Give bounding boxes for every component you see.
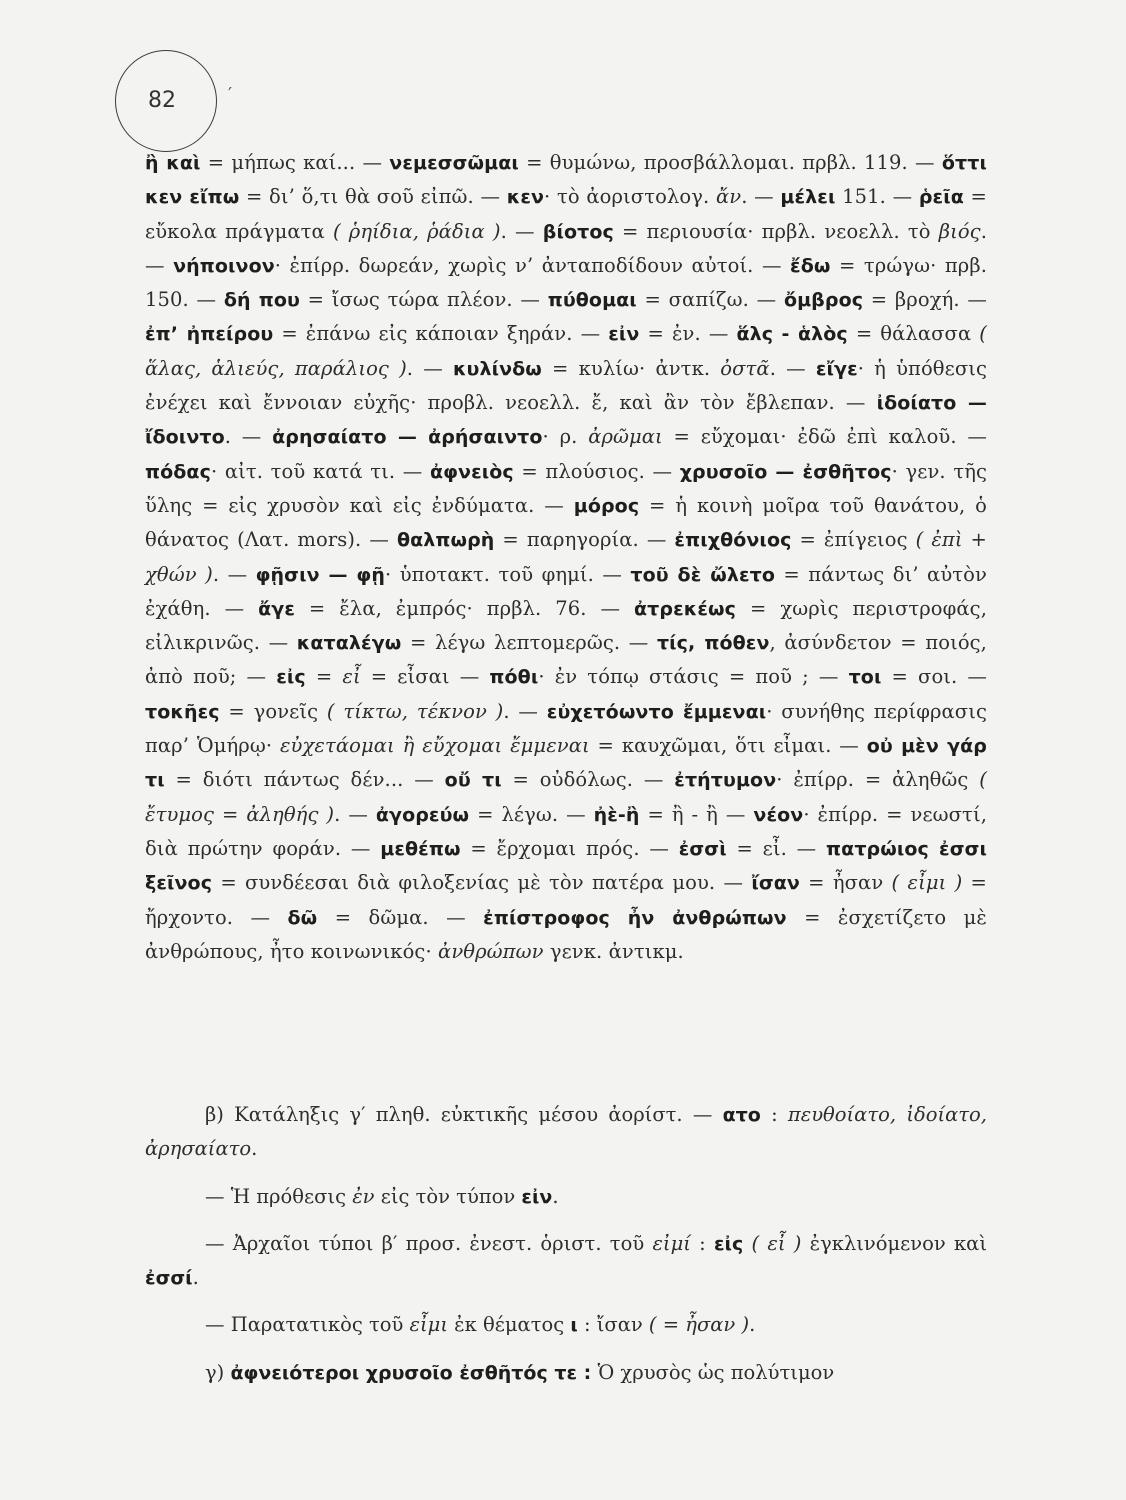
gloss-text: · γεν. τῆς ὕλης = εἰς χρυσὸν καὶ εἰς ἐνδύματα. — bbox=[145, 459, 988, 517]
headword: πατρώιος ἐσσι ξεῖνος bbox=[145, 837, 988, 895]
note-paragraph bbox=[145, 1098, 987, 1167]
headword: ἅλς - ἁλὸς bbox=[736, 323, 848, 346]
headword: ἀφνειὸς bbox=[429, 460, 514, 483]
gloss-text: γ) bbox=[205, 1360, 231, 1384]
gloss-text: γενκ. ἀντικμ. bbox=[543, 939, 684, 963]
gloss-text: = κυλίω· ἀντκ. bbox=[541, 356, 721, 380]
gloss-text: = πλούσιος. — bbox=[513, 459, 680, 483]
note-paragraph bbox=[145, 1356, 987, 1390]
gloss-text: — Ἀρχαῖοι τύποι β′ προσ. ἐνεστ. ὁριστ. τοῦ bbox=[205, 1231, 653, 1255]
gloss-text: = μήπως καί... — bbox=[200, 151, 390, 174]
gloss-text: = σαπίζω. — bbox=[636, 288, 784, 312]
headword: νήποινον bbox=[173, 254, 275, 277]
headword: δῶ bbox=[287, 906, 318, 929]
italic-text: βιός bbox=[938, 219, 981, 243]
gloss-text bbox=[743, 1232, 751, 1255]
gloss-text: = εὔκολα πράγματα bbox=[145, 185, 987, 243]
headword: ἐπ’ ἠπείρου bbox=[145, 323, 274, 346]
headword: ι bbox=[570, 1314, 578, 1337]
gloss-text: — Ἡ πρόθεσις bbox=[205, 1184, 353, 1208]
headword: εἰς bbox=[713, 1232, 744, 1255]
gloss-text: εἰς τὸν τύπον bbox=[374, 1184, 522, 1208]
headword: ὄμβρος bbox=[783, 289, 864, 312]
gloss-text: . — bbox=[224, 425, 273, 449]
italic-text: εἶ bbox=[342, 665, 361, 689]
headword: τοι bbox=[848, 666, 882, 689]
gloss-text: = τρώγω· πρβ. 150. — bbox=[145, 253, 987, 312]
gloss-text: = ἐπίγειος bbox=[791, 528, 916, 552]
gloss-text: = εὔχομαι· ἐδῶ ἐπὶ καλοῦ. — bbox=[662, 425, 987, 449]
gloss-text: , ἀσύνδετον = ποιός, ἀπὸ ποῦ; — bbox=[145, 631, 987, 689]
gloss-text: Ὁ χρυσὸς ὡς πολύτιμον bbox=[591, 1360, 835, 1384]
gloss-text: . bbox=[192, 1266, 199, 1290]
gloss-text: = εἶσαι — bbox=[360, 665, 490, 689]
italic-text: ( τίκτω, τέκνον ) bbox=[326, 699, 504, 723]
headword: ἐσσὶ bbox=[678, 837, 727, 860]
headword: δή που bbox=[223, 289, 300, 312]
gloss-text: . — bbox=[741, 185, 781, 209]
page-number: 82 bbox=[148, 88, 176, 113]
gloss-text: · ρ. bbox=[542, 425, 589, 449]
headword: πόθι bbox=[489, 666, 539, 689]
headword: εὐχετόωντο ἔμμεναι bbox=[546, 700, 767, 723]
headword: ὅττι κεν εἴπω bbox=[145, 152, 987, 209]
italic-text: πευθοίατο, ἰδοίατο, ἀρησαίατο bbox=[145, 1103, 987, 1161]
gloss-text: . — bbox=[334, 802, 376, 826]
headword: πύθομαι bbox=[547, 289, 637, 312]
gloss-text: = ἤρχοντο. — bbox=[145, 871, 987, 929]
gloss-text: · ἐπίρρ. δωρεάν, χωρὶς ν’ ἀνταποδίδουν αὐτοί. — bbox=[274, 253, 791, 277]
italic-text: ἀρῶμαι bbox=[588, 425, 663, 449]
gloss-text: · ὑποτακτ. τοῦ φημί. — bbox=[385, 562, 631, 586]
headword: ἐτήτυμον bbox=[674, 769, 777, 792]
italic-text: ( ῥηίδια, ῥάδια ) bbox=[332, 219, 501, 243]
gloss-text: ἐκ θέματος bbox=[447, 1313, 571, 1337]
headword: ἀρησαίατο — ἀρήσαιντο bbox=[272, 426, 543, 449]
headword: ἀτρεκέως bbox=[634, 597, 737, 620]
gloss-text: · ἐπίρρ. = νεωστί, διὰ πρώτην φοράν. — bbox=[145, 802, 987, 860]
gloss-text: · ἐν τόπῳ στάσις = ποῦ ; — bbox=[538, 665, 849, 689]
italic-text: ἀνθρώπων bbox=[438, 939, 544, 963]
gloss-text: . — bbox=[145, 219, 987, 277]
gloss-text: = λέγω. — bbox=[469, 802, 594, 826]
headword: ἐσσί bbox=[145, 1267, 193, 1290]
headword: θαλπωρὴ bbox=[396, 529, 495, 552]
gloss-text: = παρηγορία. — bbox=[494, 528, 675, 552]
headword: νέον bbox=[753, 803, 804, 826]
gloss-text: = ἔρχομαι πρός. — bbox=[460, 836, 679, 860]
gloss-text: : bbox=[760, 1103, 788, 1126]
italic-text: εὐχετάομαι ἢ εὔχομαι ἔμμεναι bbox=[279, 734, 590, 758]
gloss-text: = ἐπάνω εἰς κάποιαν ξηράν. — bbox=[273, 322, 609, 346]
italic-text: εἶμι bbox=[409, 1313, 448, 1337]
gloss-text: : ἴσαν bbox=[577, 1313, 649, 1337]
gloss-text: = δι’ ὅ,τι θὰ σοῦ εἰπῶ. — bbox=[239, 185, 507, 209]
italic-text: ( = ἦσαν ) bbox=[648, 1313, 750, 1337]
gloss-text: = ἴσως τώρα πλέον. — bbox=[299, 288, 548, 312]
gloss-text: = πάντως δι’ αὐτὸν ἐχάθη. — bbox=[145, 562, 987, 620]
gloss-text: — Παρατατικὸς τοῦ bbox=[205, 1313, 410, 1337]
headword: μεθέπω bbox=[380, 837, 461, 860]
gloss-text: . — bbox=[503, 699, 547, 723]
headword: κυλίνδω bbox=[452, 357, 542, 380]
gloss-text: · ἡ ὑπόθεσις ἐνέχει καὶ ἔννοιαν εὐχῆς· προβλ. νεοελλ. ἔ, καὶ ἂν τὸν ἔβλεπαν. — bbox=[145, 356, 988, 415]
italic-text: εἰμί bbox=[652, 1231, 691, 1255]
gloss-text: . bbox=[749, 1313, 756, 1337]
gloss-text: . — bbox=[769, 356, 816, 380]
gloss-text: = ἡ κοινὴ μοῖρα τοῦ θανάτου, ὁ θάνατος (Λατ. mors). — bbox=[145, 493, 987, 552]
gloss-text: . bbox=[552, 1184, 559, 1208]
gloss-text: = εἶ. — bbox=[726, 836, 827, 860]
headword: τοῦ δὲ ὤλετο bbox=[630, 563, 775, 586]
italic-text: ὀστᾶ bbox=[720, 356, 770, 380]
gloss-text: · τὸ ἀοριστολογ. bbox=[544, 185, 716, 209]
gloss-text: = χωρὶς περιστροφάς, εἰλικρινῶς. — bbox=[145, 596, 987, 655]
headword: φῇσιν — φῇ bbox=[255, 563, 385, 586]
headword: νεμεσσῶμαι bbox=[389, 152, 519, 174]
gloss-text: = ἐν. — bbox=[639, 322, 737, 346]
gloss-text: = θυμώνω, προσβάλλομαι. πρβλ. 119. — bbox=[518, 151, 942, 174]
headword: καταλέγω bbox=[296, 632, 402, 655]
headword: ἐπίστροφος ἦν ἀνθρώπων bbox=[483, 906, 787, 929]
headword: εἰς bbox=[276, 666, 306, 689]
glossary-paragraph bbox=[145, 146, 987, 969]
gloss-text: · ἐπίρρ. = ἀληθῶς bbox=[776, 768, 980, 792]
headword: ἴσαν bbox=[751, 872, 800, 895]
margin-mark: ′ bbox=[228, 84, 233, 105]
headword: ἰδοίατο — ἴδοιντο bbox=[145, 392, 987, 449]
notes-block bbox=[145, 1098, 987, 1403]
headword: κεν bbox=[506, 186, 545, 209]
gloss-text: = σοι. — bbox=[881, 665, 988, 689]
headword: ἠὲ-ἢ bbox=[593, 803, 640, 826]
gloss-text: β) Κατάληξις γ′ πληθ. εὐκτικῆς μέσου ἀορίστ. — bbox=[205, 1103, 723, 1126]
headword: ἢ καὶ bbox=[145, 152, 201, 174]
gloss-text: = γονεῖς bbox=[219, 699, 327, 723]
gloss-text: · αἰτ. τοῦ κατά τι. — bbox=[210, 459, 430, 483]
italic-text: ( εἶμι ) bbox=[891, 871, 963, 895]
gloss-text: . — bbox=[406, 356, 453, 380]
headword: πόδας bbox=[145, 460, 211, 483]
gloss-text: = δῶμα. — bbox=[317, 905, 484, 929]
italic-text: ( ἔτυμος = ἀληθής ) bbox=[145, 768, 987, 826]
gloss-text: 151. — bbox=[835, 185, 919, 209]
headword: εἴγε bbox=[815, 357, 858, 380]
gloss-text: = περιουσία· πρβλ. νεοελλ. τὸ bbox=[613, 219, 939, 243]
note-paragraph bbox=[145, 1180, 987, 1214]
headword: μέλει bbox=[780, 186, 836, 209]
glossary-block bbox=[145, 146, 987, 969]
headword: ἀφνειότεροι χρυσοῖο ἐσθῆτός τε : bbox=[230, 1361, 592, 1384]
gloss-text: = ἔλα, ἐμπρός· πρβλ. 76. — bbox=[295, 596, 635, 620]
gloss-text: = ἐσχετίζετο μὲ ἀνθρώπους, ἦτο κοινωνικός· bbox=[145, 905, 987, 963]
gloss-text: = ἢ - ἢ — bbox=[639, 802, 754, 826]
headword: οὐ μὲν γάρ τι bbox=[145, 735, 988, 792]
italic-text: ( εἶ ) bbox=[751, 1231, 802, 1255]
gloss-text: = οὐδόλως. — bbox=[501, 768, 675, 792]
headword: ῥεῖα bbox=[918, 186, 964, 209]
headword: εἰν bbox=[521, 1185, 553, 1208]
italic-text: ( ἅλας, ἁλιεύς, παράλιος ) bbox=[145, 322, 987, 380]
headword: οὔ τι bbox=[444, 769, 502, 792]
headword: εἰν bbox=[608, 323, 640, 346]
gloss-text: · συνήθης περίφρασις παρ’ Ὁμήρῳ· bbox=[145, 699, 987, 758]
note-paragraph bbox=[145, 1227, 987, 1296]
headword: ἔδω bbox=[790, 254, 831, 277]
gloss-text: . bbox=[251, 1137, 258, 1161]
gloss-text: = λέγω λεπτομερῶς. — bbox=[401, 631, 657, 655]
gloss-text: . — bbox=[212, 562, 256, 586]
gloss-text: ἐγκλινόμενον καὶ bbox=[801, 1231, 987, 1255]
gloss-text: = bbox=[305, 665, 343, 689]
gloss-text: . — bbox=[500, 219, 543, 243]
headword: ἀγορεύω bbox=[375, 803, 470, 826]
gloss-text: = βροχή. — bbox=[863, 288, 987, 312]
italic-text: ( ἐπὶ + χθών ) bbox=[145, 528, 987, 586]
headword: τίς, πόθεν bbox=[656, 632, 770, 655]
italic-text: ἐν bbox=[352, 1184, 375, 1208]
gloss-text: = ἦσαν bbox=[799, 871, 892, 895]
gloss-text: = θάλασσα bbox=[847, 322, 980, 346]
headword: ατο bbox=[722, 1104, 761, 1126]
note-paragraph bbox=[145, 1308, 987, 1342]
gloss-text: = διότι πάντως δέν... — bbox=[164, 768, 445, 792]
headword: ἐπιχθόνιος bbox=[674, 529, 792, 552]
italic-text: ἄν bbox=[715, 185, 742, 209]
headword: βίοτος bbox=[542, 220, 614, 243]
headword: μόρος bbox=[573, 494, 640, 517]
headword: ἄγε bbox=[258, 597, 295, 620]
headword: χρυσοῖο — ἐσθῆτος bbox=[679, 460, 892, 483]
gloss-text: : bbox=[690, 1231, 714, 1255]
headword: τοκῆες bbox=[145, 700, 220, 723]
gloss-text: = καυχῶμαι, ὅτι εἶμαι. — bbox=[589, 734, 867, 758]
gloss-text: = συνδέεσαι διὰ φιλοξενίας μὲ τὸν πατέρα μου. — bbox=[212, 871, 752, 895]
